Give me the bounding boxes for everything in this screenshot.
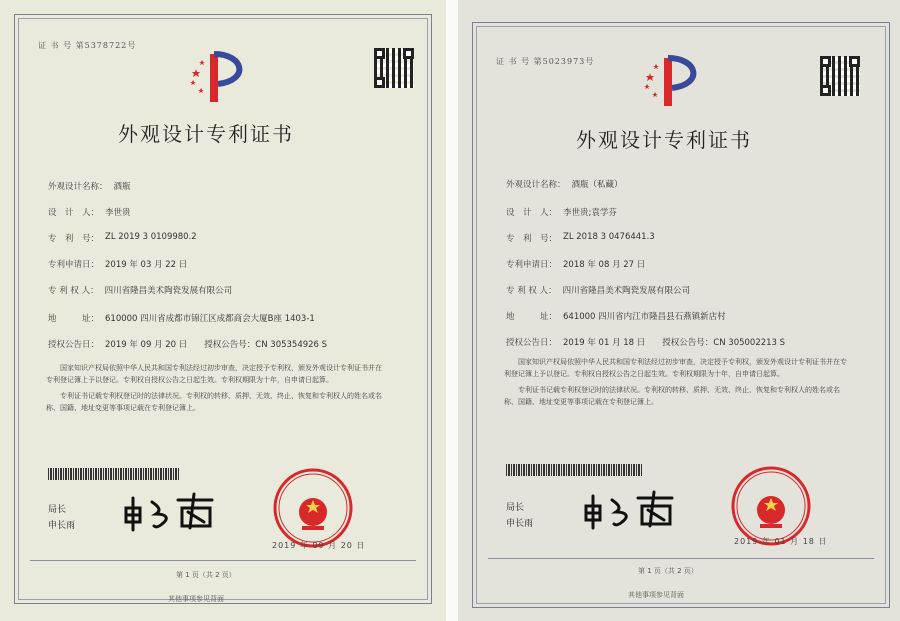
field-label: 外观设计名称： (506, 180, 566, 190)
body-paragraph-2: 专利证书记载专利权登记时的法律状况。专利权的转移、质押、无效、终止、恢复和专利权人的姓名或名称、国籍、地址变更等事项记载在专利登记簿上。 (46, 392, 382, 412)
field-application-date (506, 258, 645, 270)
seal-date: 2019 年 01 月 18 日 (734, 537, 828, 546)
field-label: 地 址： (506, 312, 558, 322)
field-value: ZL 2018 3 0476441.3 (563, 232, 655, 242)
field-value: ZL 2019 3 0109980.2 (105, 232, 197, 242)
field-patent-number (48, 232, 197, 244)
bottom-divider (488, 558, 874, 559)
cnipa-logo-icon (642, 54, 706, 110)
body-paragraph-1: 国家知识产权局依照中华人民共和国专利法经过初步审查，决定授予专利权，颁发外观设计专利证书并在专利登记簿上予以登记。专利权自授权公告之日起生效。专利权期限为十年，自申请日起算。 (46, 364, 382, 384)
field-value: 641000 四川省内江市隆昌县石燕镇新店村 (563, 312, 726, 322)
bottom-divider (30, 560, 416, 561)
field-grant-date (506, 336, 785, 348)
field-label: 授权公告日： (506, 338, 558, 348)
field-value: 2018 年 08 月 27 日 (563, 260, 646, 270)
right-certificate (458, 0, 900, 621)
left-certificate (0, 0, 446, 621)
page-number: 第 1 页（共 2 页） (176, 571, 236, 579)
barcode (48, 468, 180, 480)
page-number: 第 1 页（共 2 页） (638, 567, 698, 575)
field-label: 授权公告日： (48, 340, 100, 350)
field-value: 610000 四川省成都市锦江区成都商会大厦B座 1403-1 (105, 314, 315, 324)
field-patentee (48, 284, 232, 296)
field-label: 专 利 权 人： (48, 286, 99, 296)
field-patentee (506, 284, 690, 296)
field-value: 李世贵 (105, 208, 131, 218)
director-signature-icon (580, 486, 680, 530)
field-label: 外观设计名称： (48, 182, 108, 192)
field-label: 专 利 号： (506, 234, 558, 244)
field-label: 专 利 权 人： (506, 286, 557, 296)
certificate-title: 外观设计专利证书 (118, 122, 294, 146)
field-value: 酒瓶 (113, 182, 131, 192)
field-label: 地 址： (48, 314, 100, 324)
cert-number: 证 书 号 第5023973号 (496, 57, 595, 66)
field-value: 四川省隆昌美术陶瓷发展有限公司 (104, 286, 233, 296)
field-value: 李世贵;袁学芬 (563, 208, 617, 218)
director-name: 申长雨 (48, 521, 76, 531)
body-paragraph-1: 国家知识产权局依照中华人民共和国专利法经过初步审查，决定授予专利权，颁发外观设计专利证书并在专利登记簿上予以登记。专利权自授权公告之日起生效。专利权期限为十年，自申请日起算。 (504, 358, 847, 378)
barcode (506, 464, 642, 476)
director-title: 局长 (48, 505, 67, 515)
certificate-title: 外观设计专利证书 (576, 128, 752, 152)
field-grant-date (48, 338, 327, 350)
footnote: 其他事项参见背面 (168, 595, 224, 603)
field-design-name (506, 178, 623, 190)
footnote: 其他事项参见背面 (628, 591, 684, 599)
field-address (48, 312, 315, 324)
certificate-body (46, 362, 388, 414)
official-seal-icon (264, 466, 362, 550)
seal-date: 2019 年 09 月 20 日 (272, 541, 366, 550)
qr-code-icon (374, 48, 414, 88)
body-paragraph-2: 专利证书记载专利权登记时的法律状况。专利权的转移、质押、无效、终止、恢复和专利权人的姓名或名称、国籍、地址变更等事项记载在专利登记簿上。 (504, 386, 840, 406)
field-value: 2019 年 03 月 22 日 (105, 260, 188, 270)
field-label: 设 计 人： (48, 208, 100, 218)
field-designer (48, 206, 131, 218)
director-name: 申长雨 (506, 519, 534, 529)
field-address (506, 310, 726, 322)
cert-number: 证 书 号 第5378722号 (38, 41, 137, 50)
field-value: 2019 年 09 月 20 日 授权公告号：CN 305354926 S (105, 340, 328, 350)
field-label: 专利申请日： (48, 260, 100, 270)
cnipa-logo-icon (188, 50, 252, 106)
certificate-body (504, 356, 848, 408)
field-label: 专 利 号： (48, 234, 100, 244)
qr-code-icon (820, 56, 860, 96)
director-signature-icon (120, 488, 220, 532)
director-title: 局长 (506, 503, 525, 513)
field-patent-number (506, 232, 655, 244)
field-design-name (48, 180, 131, 192)
field-application-date (48, 258, 187, 270)
field-designer (506, 206, 617, 218)
field-label: 设 计 人： (506, 208, 558, 218)
field-value: 四川省隆昌美术陶瓷发展有限公司 (562, 286, 691, 296)
field-label: 专利申请日： (506, 260, 558, 270)
field-value: 酒瓶（私藏） (571, 180, 623, 190)
field-value: 2019 年 01 月 18 日 授权公告号：CN 305002213 S (563, 338, 786, 348)
